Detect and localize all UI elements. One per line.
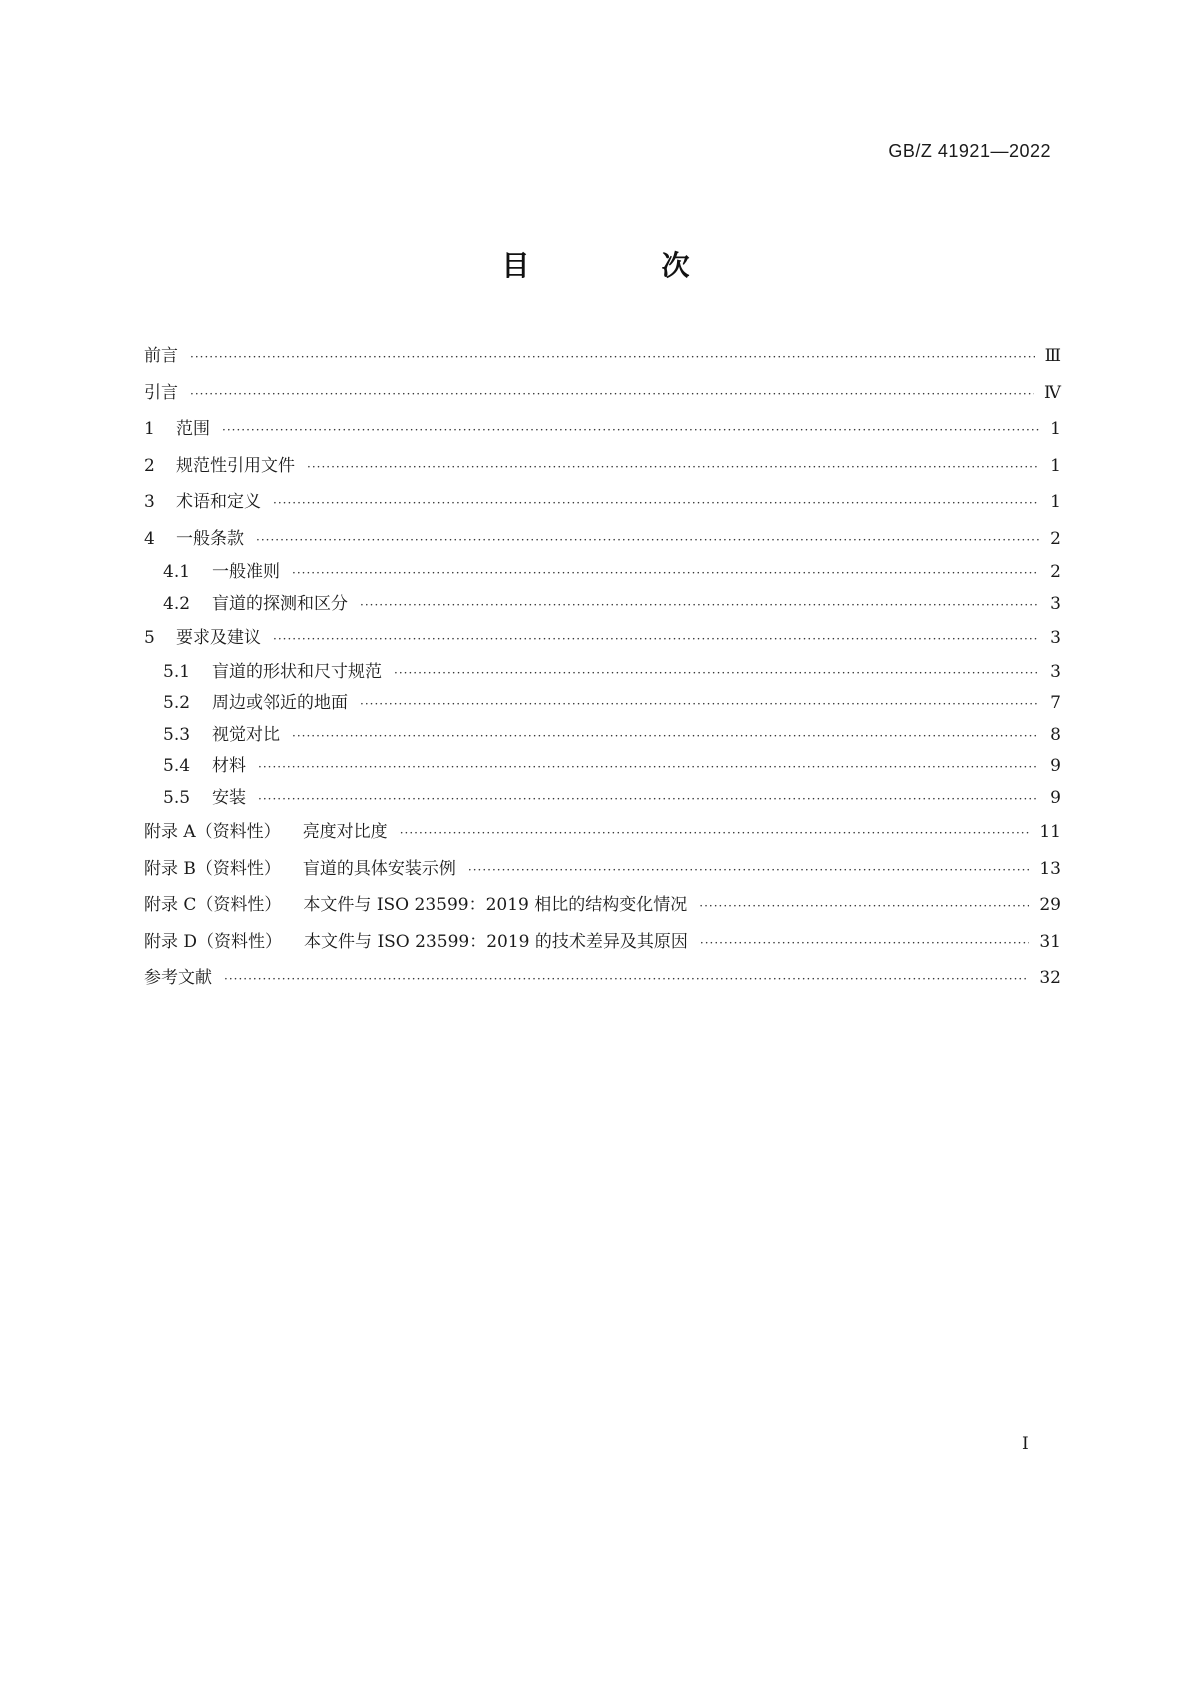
- toc-entry-label: 盲道的探测和区分: [212, 593, 348, 614]
- toc-entry-5-4[interactable]: [144, 751, 1061, 783]
- toc-entry-5-3[interactable]: [144, 720, 1061, 752]
- toc-page-number: 2: [1050, 562, 1061, 582]
- toc-page-number: 7: [1050, 693, 1061, 713]
- page-number: I: [1022, 1434, 1029, 1454]
- toc-entry-annex-a[interactable]: [144, 814, 1061, 851]
- toc-entry-4[interactable]: [144, 521, 1061, 558]
- toc-page-number: 9: [1050, 756, 1061, 776]
- toc-entry-number: 1: [144, 419, 155, 439]
- toc-entry-label: 视觉对比: [212, 724, 280, 745]
- toc-page-number: Ⅳ: [1044, 382, 1061, 403]
- toc-page-number: 3: [1050, 628, 1061, 648]
- toc-leader: [273, 621, 1039, 658]
- toc-leader: [360, 590, 1039, 622]
- toc-entry-annex-c[interactable]: [144, 887, 1061, 924]
- toc-leader: [258, 784, 1039, 816]
- toc-entry-introduction[interactable]: [144, 375, 1061, 412]
- toc-page-number: 1: [1050, 455, 1061, 476]
- toc-entry-3[interactable]: [144, 484, 1061, 521]
- toc-entry-5-5[interactable]: [144, 783, 1061, 815]
- toc-entry-number: 5.2: [163, 693, 191, 713]
- toc-entry-bibliography[interactable]: [144, 960, 1061, 997]
- toc-page-number: 32: [1039, 968, 1061, 988]
- toc-entry-number: 3: [144, 492, 155, 512]
- toc-leader: [394, 658, 1039, 690]
- toc-leader: [222, 412, 1039, 449]
- toc-entry-annex-b[interactable]: [144, 851, 1061, 888]
- toc-entry-label: 引言: [144, 382, 178, 403]
- toc-page-number: 29: [1039, 895, 1061, 915]
- toc-page-number: 1: [1050, 419, 1061, 439]
- toc-page-number: 31: [1039, 931, 1061, 952]
- toc-entry-label: 亮度对比度: [302, 822, 388, 842]
- toc-leader: [256, 522, 1039, 559]
- toc-entry-2[interactable]: [144, 448, 1061, 485]
- toc-page-number: 1: [1050, 492, 1061, 512]
- toc-leader: [307, 449, 1039, 486]
- toc-entry-label: 安装: [212, 787, 246, 808]
- toc-entry-1[interactable]: [144, 411, 1061, 448]
- toc-annex-tag: 附录 C（资料性）: [144, 895, 282, 915]
- toc-leader: [700, 925, 1029, 962]
- toc-entry-label: 术语和定义: [176, 492, 261, 512]
- toc-leader: [699, 888, 1029, 925]
- toc-entry-number: 5.5: [163, 787, 191, 808]
- toc-entry-label: 一般准则: [212, 562, 280, 582]
- toc-page-number: 8: [1050, 724, 1061, 745]
- toc-entry-number: 5.1: [163, 661, 191, 682]
- toc-entry-number: 4: [144, 528, 155, 549]
- table-of-contents: [144, 338, 1061, 997]
- toc-entry-label: 周边或邻近的地面: [212, 693, 348, 713]
- toc-page-number: 13: [1039, 858, 1061, 879]
- toc-entry-annex-d[interactable]: [144, 924, 1061, 961]
- toc-entry-label: 前言: [144, 346, 178, 366]
- toc-page-number: 3: [1050, 593, 1061, 614]
- toc-annex-tag: 附录 A（资料性）: [144, 822, 281, 842]
- toc-leader: [258, 752, 1039, 784]
- toc-entry-label: 本文件与 ISO 23599：2019 相比的结构变化情况: [303, 895, 688, 915]
- toc-entry-4-1[interactable]: [144, 557, 1061, 589]
- toc-entry-label: 范围: [176, 419, 210, 439]
- toc-leader: [360, 689, 1039, 721]
- toc-entry-4-2[interactable]: [144, 589, 1061, 621]
- toc-entry-label: 本文件与 ISO 23599：2019 的技术差异及其原因: [304, 931, 688, 952]
- toc-page-number: 11: [1039, 822, 1061, 842]
- toc-leader: [190, 376, 1034, 413]
- toc-entry-number: 5: [144, 628, 155, 648]
- toc-leader: [292, 721, 1039, 753]
- toc-page-number: 2: [1050, 528, 1061, 549]
- toc-leader: [468, 852, 1029, 889]
- toc-leader: [224, 961, 1029, 998]
- toc-page-number: Ⅲ: [1044, 346, 1061, 366]
- toc-page-number: 3: [1050, 661, 1061, 682]
- toc-entry-number: 4.1: [163, 562, 191, 582]
- toc-entry-label: 参考文献: [144, 968, 212, 988]
- toc-entry-label: 材料: [212, 756, 246, 776]
- toc-entry-5-1[interactable]: [144, 657, 1061, 689]
- toc-annex-tag: 附录 D（资料性）: [144, 931, 283, 952]
- toc-entry-number: 4.2: [163, 593, 191, 614]
- toc-entry-5-2[interactable]: [144, 688, 1061, 720]
- toc-annex-tag: 附录 B（资料性）: [144, 858, 281, 879]
- standard-code: GB/Z 41921—2022: [888, 141, 1051, 161]
- toc-leader: [190, 339, 1035, 376]
- toc-leader: [273, 485, 1039, 522]
- toc-leader: [292, 558, 1039, 590]
- toc-entry-number: 5.3: [163, 724, 191, 745]
- toc-entry-foreword[interactable]: [144, 338, 1061, 375]
- toc-entry-5[interactable]: [144, 620, 1061, 657]
- toc-leader: [400, 815, 1030, 852]
- toc-entry-label: 盲道的形状和尺寸规范: [212, 661, 382, 682]
- toc-page-number: 9: [1050, 787, 1061, 808]
- toc-entry-label: 一般条款: [176, 528, 244, 549]
- toc-entry-label: 规范性引用文件: [176, 455, 295, 476]
- page-title: 目 次: [501, 249, 742, 282]
- toc-entry-number: 5.4: [163, 756, 191, 776]
- toc-entry-number: 2: [144, 455, 155, 476]
- toc-entry-label: 盲道的具体安装示例: [302, 858, 456, 879]
- toc-entry-label: 要求及建议: [176, 628, 261, 648]
